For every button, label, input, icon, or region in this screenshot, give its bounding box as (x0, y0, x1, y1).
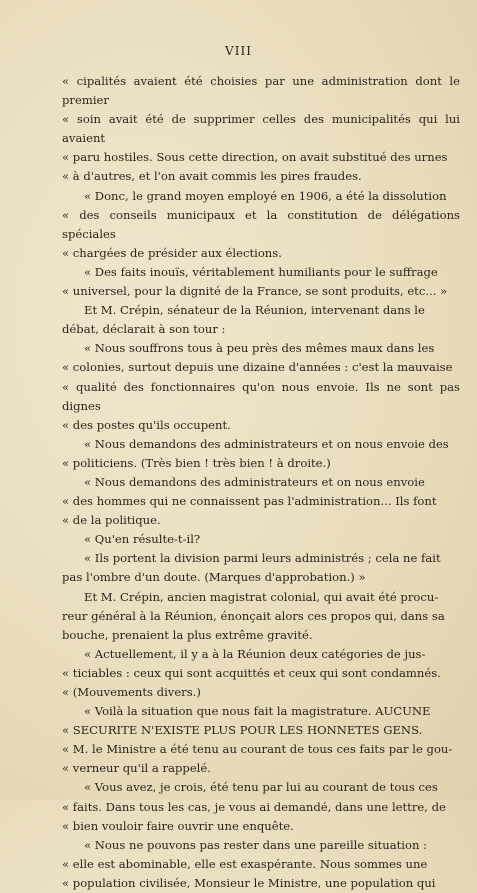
text-line: « faits. Dans tous les cas, je vous ai demandé, dans une lettre, de (62, 799, 446, 814)
text-line: « ticiables : ceux qui sont acquittés et ceux qui sont condamnés. (62, 665, 441, 680)
text-line: « verneur qu'il a rappelé. (62, 761, 211, 776)
page-number: VIII (225, 44, 252, 58)
text-line: « Ils portent la division parmi leurs administrés ; cela ne fait (84, 551, 441, 566)
text-line: « Actuellement, il y a à la Réunion deux catégories de jus- (84, 646, 426, 661)
text-line: « (Mouvements divers.) (62, 685, 201, 699)
text-line: « SECURITE N'EXISTE PLUS POUR LES HONNETES GENS. (62, 723, 423, 738)
text-line: pas l'ombre d'un doute. (Marques d'approbation.) » (62, 570, 366, 585)
text-line: reur général à la Réunion, énonçait alors ces propos qui, dans sa (62, 608, 445, 623)
text-line: « Nous demandons des administrateurs et on nous envoie (84, 474, 425, 489)
text-line: « M. le Ministre a été tenu au courant de tous ces faits par le gou- (62, 742, 453, 757)
text-line: « Nous ne pouvons pas rester dans une pareille situation : (84, 837, 428, 852)
text-line: « Vous avez, je crois, été tenu par lui au courant de tous ces (84, 780, 438, 795)
text-line: « universel, pour la dignité de la France, se sont produits, etc... » (62, 284, 448, 299)
document-body (62, 72, 460, 893)
text-line: « Nous demandons des administrateurs et on nous envoie des (84, 436, 449, 451)
text-line: « bien vouloir faire ouvrir une enquête. (62, 818, 294, 833)
text-line: « des hommes qui ne connaissent pas l'administration... Ils font (62, 494, 437, 509)
text-line: « colonies, surtout depuis une dizaine d'années : c'est la mauvaise (62, 360, 453, 375)
text-line: « elle est abominable, elle est exaspérante. Nous sommes une (62, 856, 428, 871)
text-line: « soin avait été de supprimer celles des municipalités qui lui avaient (62, 112, 460, 146)
text-line: « qualité des fonctionnaires qu'on nous envoie. Ils ne sont pas dignes (62, 379, 460, 413)
text-line: « cipalités avaient été choisies par une administration dont le premier (62, 74, 460, 108)
text-line: débat, déclarait à son tour : (62, 322, 226, 337)
text-line: bouche, prenaient la plus extrême gravité. (62, 627, 313, 642)
text-line: « Donc, le grand moyen employé en 1906, a été la dissolution (84, 188, 447, 203)
text-line: « population civilisée, Monsieur le Ministre, une population qui (62, 875, 436, 890)
text-line: « chargées de présider aux élections. (62, 245, 282, 260)
text-line: « de la politique. (62, 513, 161, 528)
text-line: « Voilà la situation que nous fait la magistrature. AUCUNE (84, 704, 431, 719)
text-line: Et M. Crépin, ancien magistrat colonial, qui avait été procu- (84, 589, 439, 604)
text-line: « des postes qu'ils occupent. (62, 417, 231, 432)
text-line: « Qu'en résulte-t-il? (84, 532, 201, 547)
text-line: Et M. Crépin, sénateur de la Réunion, intervenant dans le (84, 303, 425, 318)
text-line: « Nous souffrons tous à peu près des mêmes maux dans les (84, 341, 435, 356)
text-line: « Des faits inouïs, véritablement humiliants pour le suffrage (84, 264, 438, 279)
text-line: « politiciens. (Très bien ! très bien ! à droite.) (62, 455, 331, 470)
text-line: « des conseils municipaux et la constitution de délégations spéciales (62, 207, 460, 241)
text-line: « paru hostiles. Sous cette direction, on avait substitué des urnes (62, 150, 448, 165)
text-line: « à d'autres, et l'on avait commis les pires fraudes. (62, 169, 362, 184)
